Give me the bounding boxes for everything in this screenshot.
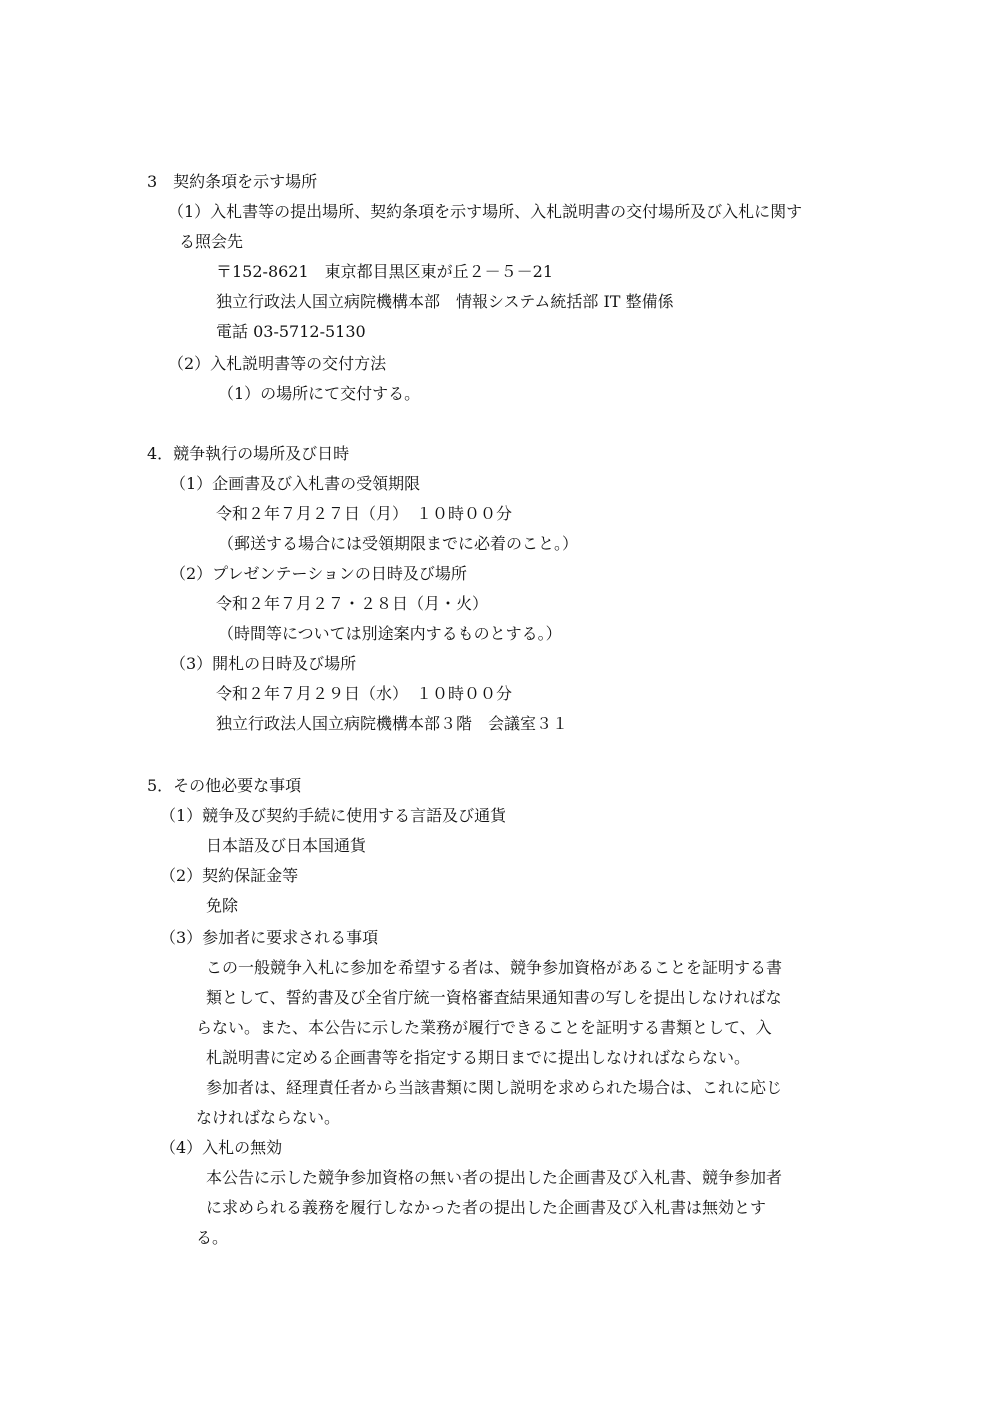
s4-item1-note: （郵送する場合には受領期限までに必着のこと。） <box>218 534 579 553</box>
s3-item2-body: （1）の場所にて交付する。 <box>218 384 421 403</box>
s5-item4-line3: る。 <box>196 1228 229 1247</box>
s5-item1-title: （1）競争及び契約手続に使用する言語及び通貨 <box>160 806 507 825</box>
s4-item2-date: 令和２年７月２７・２８日（月・火） <box>216 594 489 613</box>
s5-item2-title: （2）契約保証金等 <box>160 866 299 885</box>
s4-item1-date: 令和２年７月２７日（月） １０時００分 <box>216 504 513 523</box>
s3-office: 独立行政法人国立病院機構本部 情報システム統括部 IT 整備係 <box>216 292 674 311</box>
s5-item1-body: 日本語及び日本国通貨 <box>206 836 367 855</box>
s5-item3-para2-line1: 参加者は、経理責任者から当該書類に関し説明を求められた場合は、これに応じ <box>206 1078 783 1097</box>
s5-item3-title: （3）参加者に要求される事項 <box>160 928 379 947</box>
s4-item1-title: （1）企画書及び入札書の受領期限 <box>170 474 421 493</box>
s3-item2-title: （2）入札説明書等の交付方法 <box>168 354 387 373</box>
s5-item3-para1-line4: 札説明書に定める企画書等を指定する期日までに提出しなければならない。 <box>206 1048 751 1067</box>
section-5-heading: 5．その他必要な事項 <box>147 776 302 795</box>
s5-item4-line1: 本公告に示した競争参加資格の無い者の提出した企画書及び入札書、競争参加者 <box>206 1168 783 1187</box>
s5-item3-para1-line2: 類として、誓約書及び全省庁統一資格審査結果通知書の写しを提出しなければな <box>206 988 782 1007</box>
s4-item3-title: （3）開札の日時及び場所 <box>170 654 357 673</box>
section-3-heading: 3 契約条項を示す場所 <box>147 172 318 191</box>
s3-phone: 電話 03-5712-5130 <box>216 322 366 341</box>
s4-item2-title: （2）プレゼンテーションの日時及び場所 <box>170 564 467 583</box>
s5-item2-body: 免除 <box>206 896 239 915</box>
s5-item3-para1-line1: この一般競争入札に参加を希望する者は、競争参加資格があることを証明する書 <box>206 958 783 977</box>
section-4-heading: 4．競争執行の場所及び日時 <box>147 444 350 463</box>
s5-item4-line2: に求められる義務を履行しなかった者の提出した企画書及び入札書は無効とす <box>206 1198 767 1217</box>
s4-item3-date: 令和２年７月２９日（水） １０時００分 <box>216 684 513 703</box>
s4-item2-note: （時間等については別途案内するものとする。） <box>218 624 562 643</box>
s3-address: 〒152-8621 東京都目黒区東が丘２－５－21 <box>216 262 554 281</box>
s5-item3-para1-line3: らない。また、本公告に示した業務が履行できることを証明する書類として、入 <box>196 1018 772 1037</box>
s3-item1-line1: （1）入札書等の提出場所、契約条項を示す場所、入札説明書の交付場所及び入札に関す <box>168 202 803 221</box>
s4-item3-place: 独立行政法人国立病院機構本部３階 会議室３１ <box>216 714 569 733</box>
s5-item4-title: （4）入札の無効 <box>160 1138 283 1157</box>
s5-item3-para2-line2: なければならない。 <box>196 1108 341 1127</box>
s3-item1-line2: る照会先 <box>179 232 244 251</box>
